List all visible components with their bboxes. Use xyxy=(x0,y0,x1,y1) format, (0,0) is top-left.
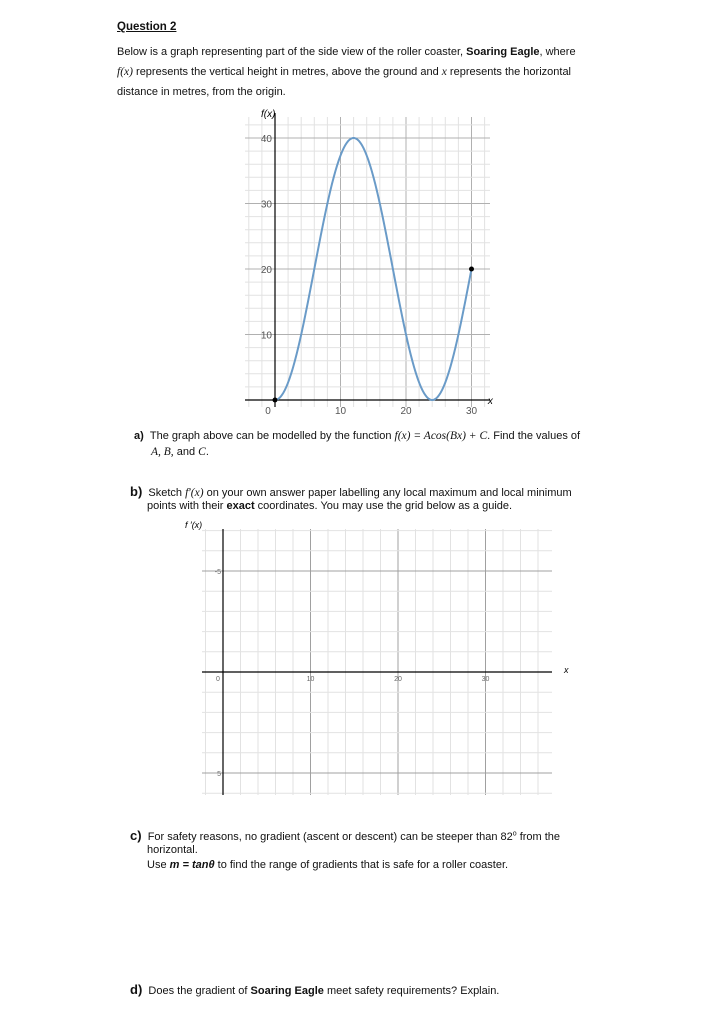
x-tick-label: 30 xyxy=(481,676,490,683)
vars-ab: A, B, xyxy=(151,446,174,458)
intro-text: Below is a graph representing part of the side view of the roller coaster, xyxy=(117,46,467,58)
part-d-line xyxy=(130,982,499,997)
part-d-label: d) xyxy=(130,982,143,997)
x-tick-label: 30 xyxy=(465,406,478,417)
intro-text: represents the vertical height in metres, above the ground and xyxy=(132,66,442,78)
part-c-label: c) xyxy=(130,828,142,843)
part-a-line-2 xyxy=(151,446,209,458)
x-axis-label: x xyxy=(487,396,493,407)
y-tick-label: 40 xyxy=(260,134,272,145)
part-b-label: b) xyxy=(130,484,143,499)
x-tick-label: 20 xyxy=(400,406,412,417)
x-tick-label: 0 xyxy=(265,406,271,417)
derivative-grid xyxy=(180,517,580,802)
exact-word: exact xyxy=(226,500,255,512)
y-tick-label: 5 xyxy=(217,771,221,778)
x-tick-label: 10 xyxy=(334,406,347,417)
part-d-text: Does the gradient of xyxy=(148,985,251,997)
intro-line-3: distance in metres, from the origin. xyxy=(117,86,286,98)
fx-symbol: f(x) xyxy=(117,66,133,78)
degree-symbol: o xyxy=(512,830,517,838)
part-b-line-2 xyxy=(147,500,512,512)
endpoint-dot xyxy=(273,398,278,403)
part-c-line-1 xyxy=(130,828,560,843)
part-c-line-2: horizontal. xyxy=(147,844,198,856)
part-c-text: to find the range of gradients that is safe for a roller coaster. xyxy=(214,859,509,871)
endpoint-dot xyxy=(469,267,474,272)
and-text: and xyxy=(173,446,199,458)
x-tick-label: 20 xyxy=(394,676,402,683)
part-a-text: . Find the values of xyxy=(487,430,581,442)
y-tick-label: 30 xyxy=(260,199,272,211)
part-b-text: on your own answer paper labelling any local maximum and local minimum xyxy=(203,487,572,499)
coaster-name: Soaring Eagle xyxy=(250,985,324,997)
part-b-text: coordinates. You may use the grid below as a guide. xyxy=(254,500,513,512)
intro-text: , where xyxy=(539,46,576,58)
part-a-line-1 xyxy=(134,430,580,442)
period: . xyxy=(205,446,209,458)
part-a-label: a) xyxy=(134,430,144,442)
y-axis-label: f(x) xyxy=(261,109,276,120)
part-b-text: Sketch xyxy=(148,487,186,499)
var-c: C xyxy=(198,446,206,458)
part-c-text: from the xyxy=(516,831,561,843)
x-symbol: x xyxy=(441,66,447,78)
part-c-text: Use xyxy=(147,859,170,871)
roller-coaster-graph xyxy=(230,105,510,425)
intro-line-2 xyxy=(117,66,571,78)
part-c-line-3 xyxy=(147,859,508,871)
intro-text: represents the horizontal xyxy=(446,66,572,78)
part-b-text: points with their xyxy=(147,500,227,512)
part-b-line-1 xyxy=(130,484,572,499)
gradient-formula: m = tanθ xyxy=(169,859,215,871)
coaster-name: Soaring Eagle xyxy=(466,46,540,58)
y-tick-label: 10 xyxy=(260,330,272,342)
y-tick-label: 20 xyxy=(260,265,272,276)
intro-line-1 xyxy=(117,46,576,58)
function-formula: f(x) = Acos(Bx) + C xyxy=(394,430,488,442)
part-a-text: The graph above can be modelled by the function xyxy=(149,430,395,442)
part-c-text: For safety reasons, no gradient (ascent or descent) can be steeper than 82 xyxy=(147,831,513,843)
fprime-symbol: f′(x) xyxy=(185,487,204,499)
x-tick-label: 10 xyxy=(306,676,315,683)
question-heading: Question 2 xyxy=(117,21,177,33)
x-tick-label: 0 xyxy=(216,676,220,683)
part-d-text: meet safety requirements? Explain. xyxy=(323,985,500,997)
y-axis-label: f ′(x) xyxy=(185,520,203,530)
x-axis-label: x xyxy=(564,665,569,675)
y-tick-label: -5 xyxy=(214,569,221,576)
